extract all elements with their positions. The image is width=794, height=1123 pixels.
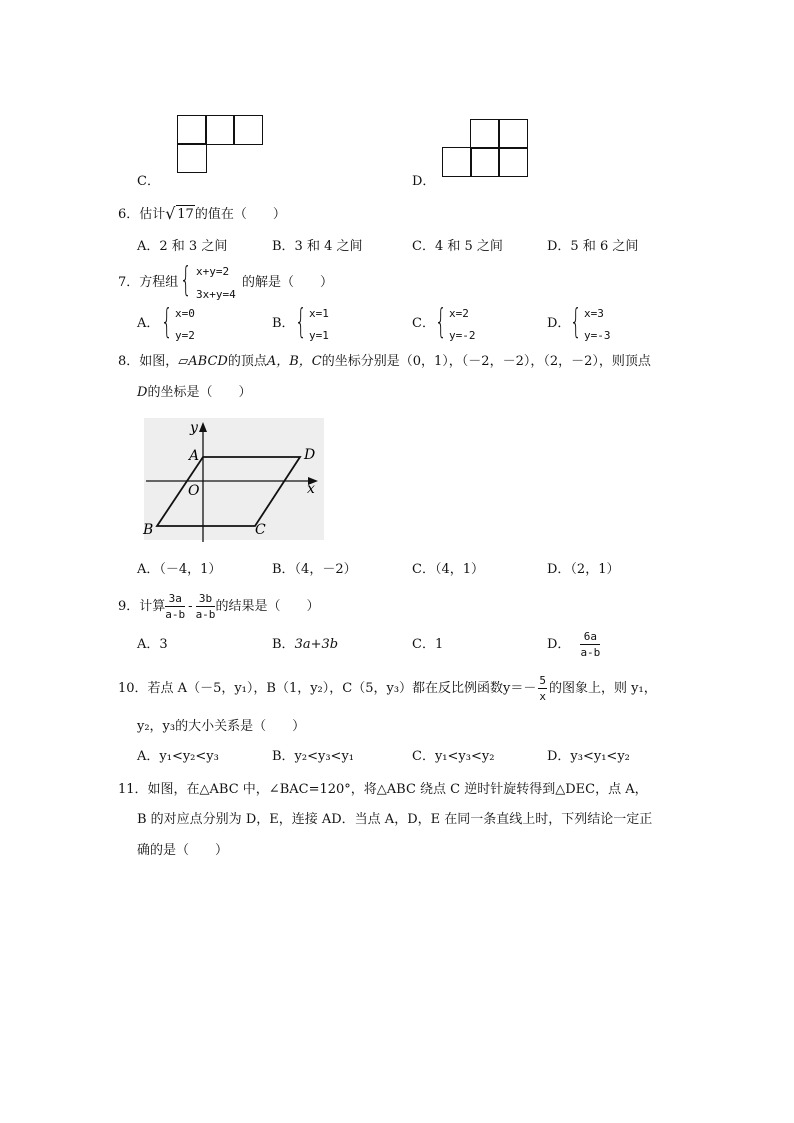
label-a: A <box>189 448 200 464</box>
q7-eq2: 3x+y=4 <box>196 288 236 301</box>
brace: { <box>434 302 447 342</box>
q9-option-c: C．1 <box>412 637 444 652</box>
q7-option-d-line2: y=-3 <box>584 329 611 342</box>
q11-stem-line1: 11．如图，在△ABC 中，∠BAC=120°，将△ABC 绕点 C 逆时针旋转得到△DEC，点 A， <box>118 782 648 797</box>
q7-suffix: 的解是（ ） <box>242 275 334 290</box>
q8-text: 的顶点 <box>227 354 267 369</box>
q9-fraction-2 <box>196 593 216 620</box>
q7-option-d-line1: x=3 <box>584 307 604 320</box>
q6-stem <box>118 204 286 223</box>
q10-option-a: A．y₁<y₂<y₃ <box>137 749 219 764</box>
q9-fraction-1 <box>165 593 185 620</box>
q8-option-b: B．（4，－2） <box>272 562 357 577</box>
q8-option-c: C．（4，1） <box>412 562 484 577</box>
q8-vertices: A，B，C <box>266 354 322 369</box>
q7-option-c-line2: y=-2 <box>449 329 476 342</box>
numerator: 5 <box>539 673 547 687</box>
q8-option-d: D．（2，1） <box>547 562 620 577</box>
q10-text: 10．若点 A（－5，y₁），B（1，y₂），C（5，y₃）都在反比例函数y＝－ <box>118 680 537 696</box>
q7-option-a-label: A． <box>137 316 160 331</box>
q6-suffix: 的值在（ ） <box>194 207 286 222</box>
label-y: y <box>190 420 198 436</box>
q8-text: 的坐标是（ ） <box>147 385 252 400</box>
q8-vertex-d: D <box>137 385 148 400</box>
denominator: a-b <box>165 607 186 621</box>
q9-stem <box>118 586 319 626</box>
q9-option-a: A．3 <box>137 637 168 652</box>
q10-fraction <box>538 675 547 702</box>
q10-option-d: D．y₃<y₁<y₂ <box>547 749 630 764</box>
numerator: 3a <box>165 593 185 607</box>
label-b: B <box>143 522 154 538</box>
q9-prefix: 9．计算 <box>118 598 166 614</box>
q10-stem-line1 <box>118 668 657 708</box>
q7-system-brace: { <box>179 260 192 300</box>
q6-option-d: D．5 和 6 之间 <box>547 239 639 254</box>
q7-option-b-label: B． <box>272 316 295 331</box>
q9-option-d-label: D． <box>547 636 571 652</box>
q6-option-c: C．4 和 5 之间 <box>412 239 503 254</box>
denominator: a-b <box>580 645 601 659</box>
q7-option-a-line2: y=2 <box>175 329 195 342</box>
brace: { <box>569 302 582 342</box>
q6-option-a: A．2 和 3 之间 <box>137 239 228 254</box>
q10-stem-line2: y₂，y₃的大小关系是（ ） <box>137 719 306 734</box>
label-c: C <box>255 522 266 538</box>
label-d: D <box>304 447 316 463</box>
q9-option-b <box>272 638 338 651</box>
q9-option-b-label: B． <box>272 637 295 652</box>
q9-suffix: 的结果是（ ） <box>215 598 320 614</box>
denominator: x <box>539 689 547 703</box>
q7-option-c-label: C． <box>412 316 435 331</box>
q8-option-a: A．（－4，1） <box>137 562 222 577</box>
brace: { <box>294 302 307 342</box>
q9-minus: - <box>188 598 193 614</box>
q6-sqrt: √ 17 <box>165 204 194 223</box>
q10-option-c: C．y₁<y₃<y₂ <box>412 749 495 764</box>
q7-option-a-line1: x=0 <box>175 307 195 320</box>
q11-stem-line3: 确的是（ ） <box>137 843 229 858</box>
q8-coordinate-figure <box>140 418 330 548</box>
q7-option-b-line2: y=1 <box>309 329 329 342</box>
q7-eq1: x+y=2 <box>196 265 230 278</box>
q7-option-c-line1: x=2 <box>449 307 469 320</box>
label-x: x <box>307 481 315 497</box>
q8-text: 8．如图，▱ <box>118 354 189 369</box>
q5-option-d-label: D． <box>412 174 436 189</box>
q11-stem-line2: B 的对应点分别为 D，E，连接 AD．当点 A，D，E 在同一条直线上时，下列结论一定正 <box>137 812 653 827</box>
q7-option-d-label: D． <box>547 316 571 331</box>
q6-option-b: B．3 和 4 之间 <box>272 239 363 254</box>
q7-option-b-line1: x=1 <box>309 307 329 320</box>
label-o: O <box>188 483 200 499</box>
q8-parallelogram-name: ABCD <box>188 354 228 369</box>
q10-text: 的图象上，则 y₁， <box>549 680 657 696</box>
q9-option-d-fraction <box>580 631 600 658</box>
q10-option-b: B．y₂<y₃<y₁ <box>272 749 355 764</box>
numerator: 3b <box>196 593 216 607</box>
q7-prefix: 7．方程组 <box>118 275 179 290</box>
q8-text: 的坐标分别是（0，1），（－2，－2），（2，－2），则顶点 <box>321 354 651 369</box>
q9-option-b-value: 3a+3b <box>294 637 339 652</box>
numerator: 6a <box>580 631 600 645</box>
q6-prefix: 6．估计 <box>118 207 166 222</box>
brace: { <box>160 302 173 342</box>
q9-option-d <box>547 624 600 664</box>
q8-figure-background <box>144 418 324 540</box>
q6-radicand: 17 <box>177 207 194 222</box>
q8-stem-line1 <box>118 355 651 368</box>
q8-stem-line2 <box>137 386 251 399</box>
q5-option-c-label: C． <box>137 174 160 189</box>
denominator: a-b <box>195 607 216 621</box>
